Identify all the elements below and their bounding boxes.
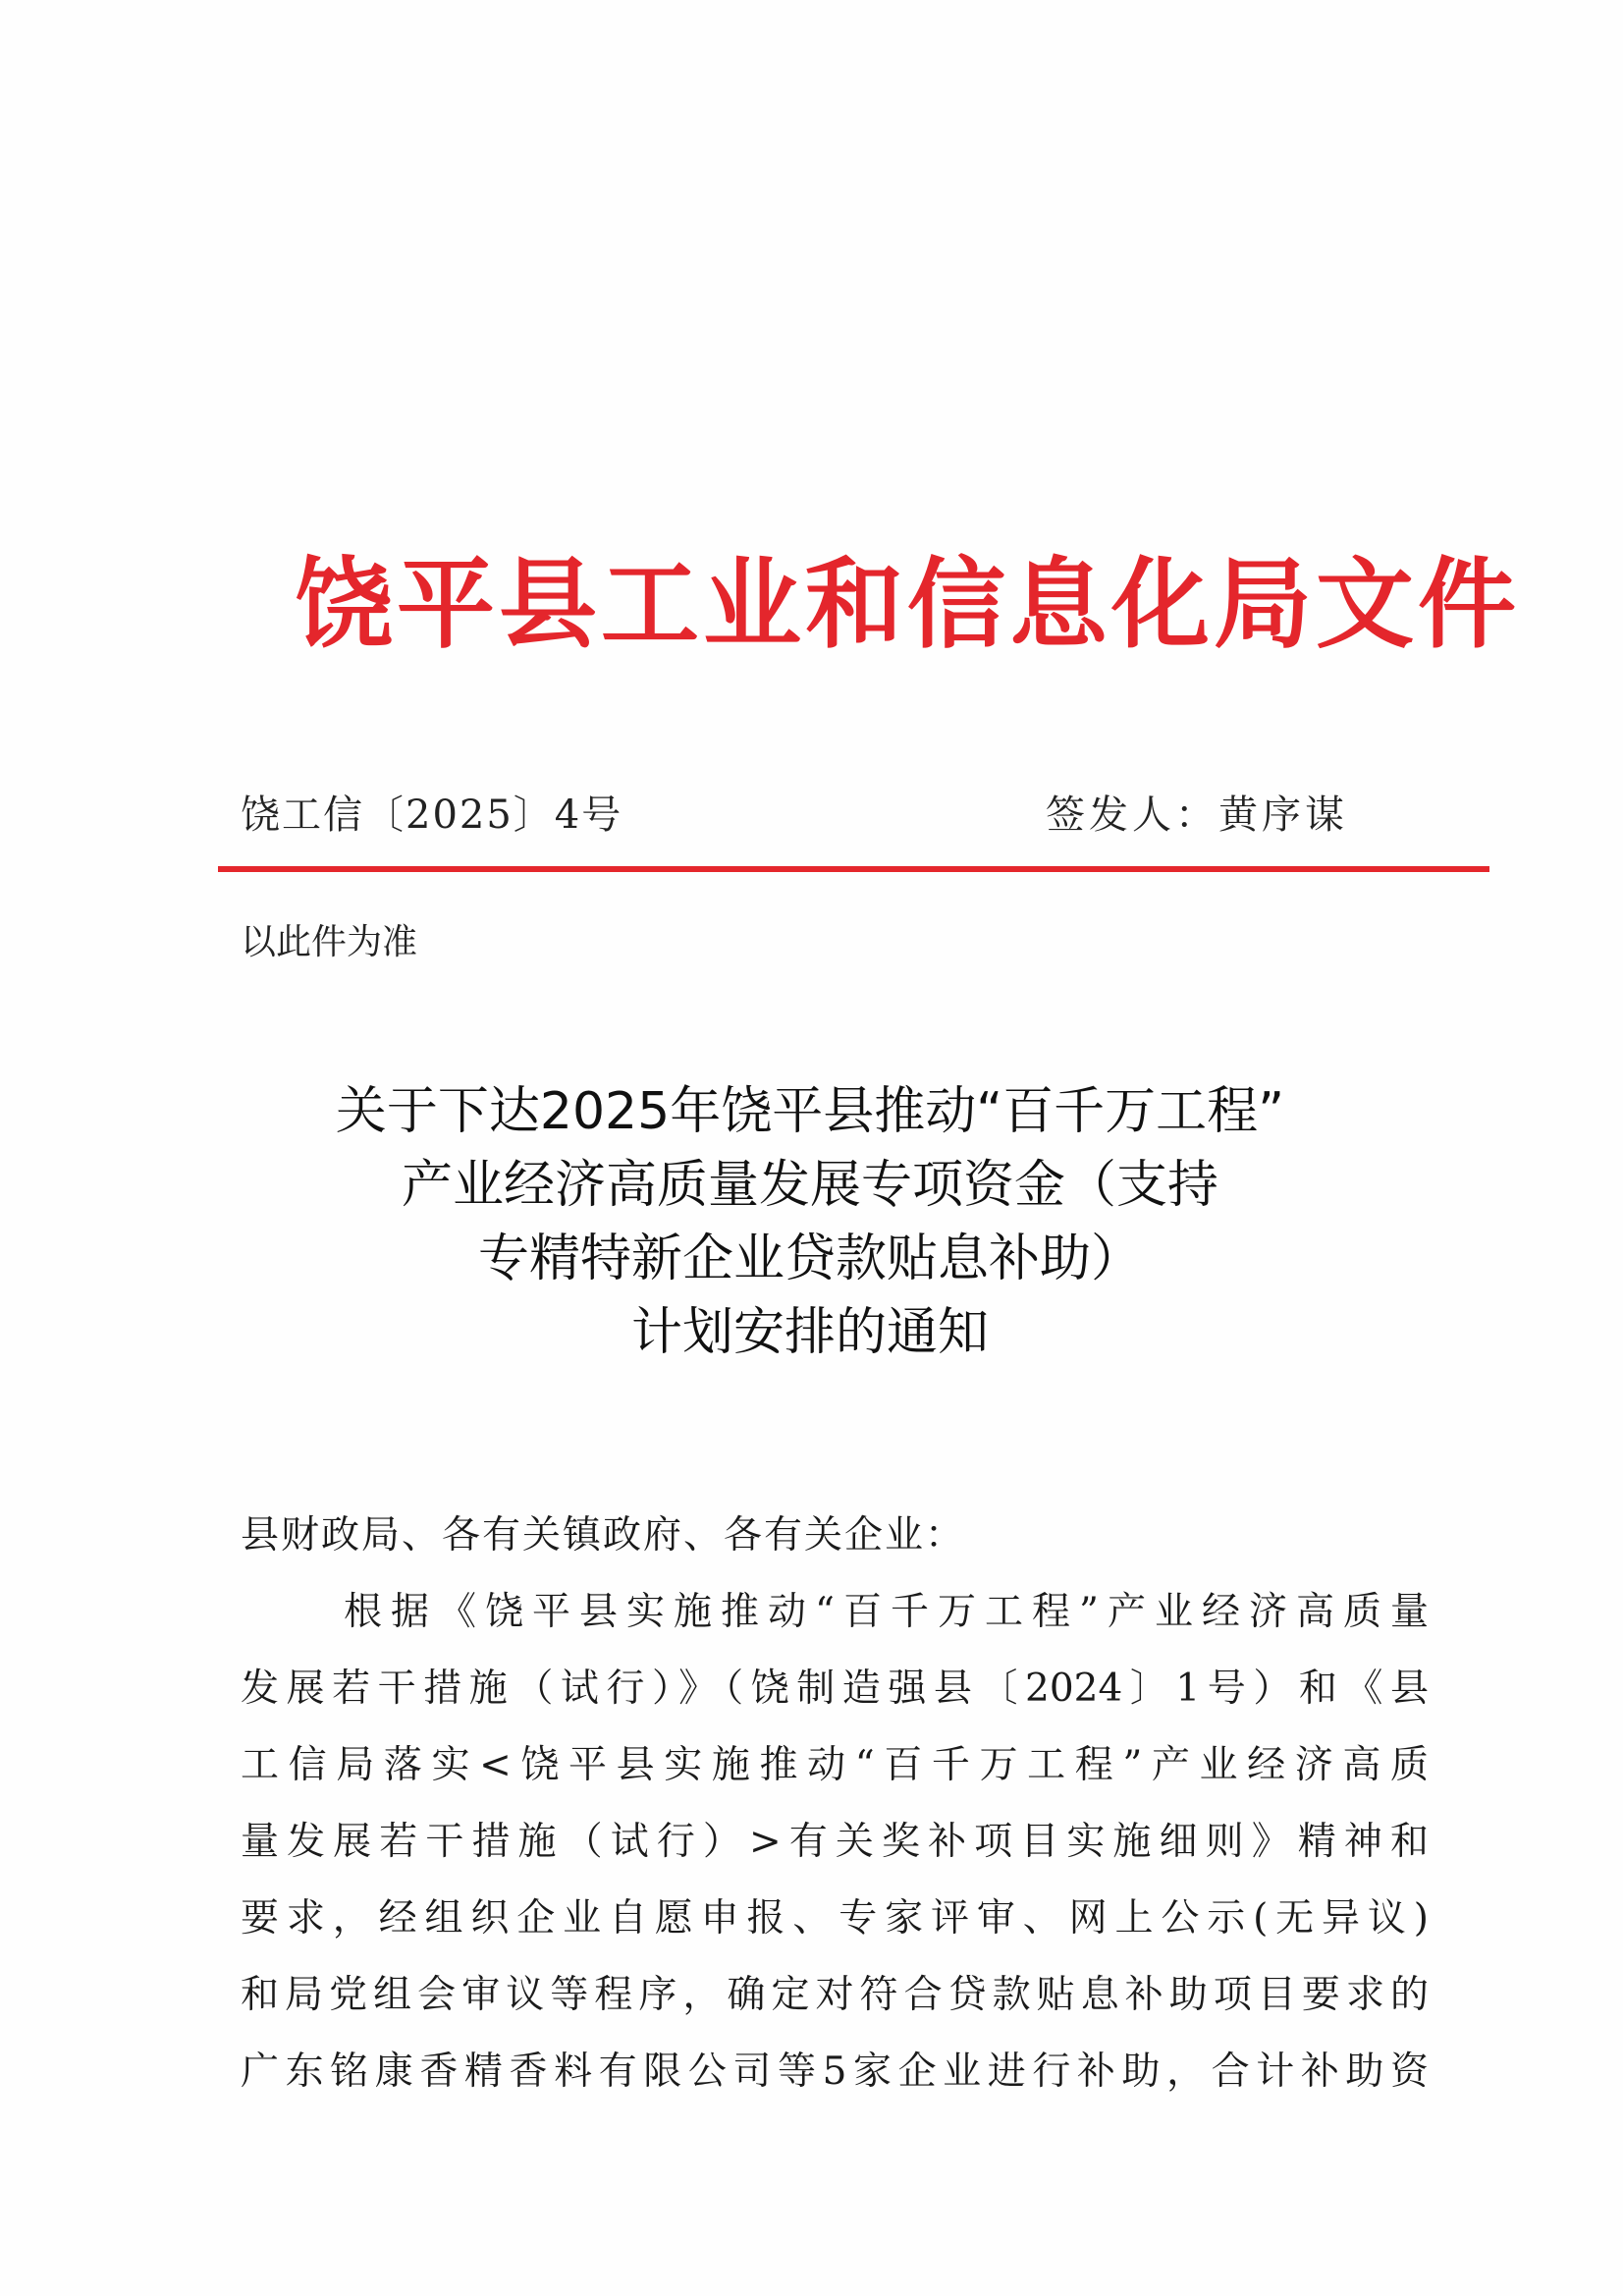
notice-title bbox=[196, 1075, 1424, 1370]
salutation: 县财政局、各有关镇政府、各有关企业： bbox=[241, 1513, 966, 1558]
paragraph-line: 量发展若干措施（试行）>有关奖补项目实施细则》精神和 bbox=[241, 1820, 1429, 1864]
paragraph-line: 发展若干措施（试行）》（饶制造强县〔2024〕1号）和《县 bbox=[241, 1667, 1429, 1711]
notice-body bbox=[241, 1498, 1429, 2110]
title-line: 计划安排的通知 bbox=[630, 1303, 989, 1362]
authority-note: 以此件为准 bbox=[241, 922, 418, 962]
document-number-line bbox=[241, 786, 1488, 845]
paragraph-line: 和局党组会审议等程序，确定对符合贷款贴息补助项目要求的 bbox=[241, 1973, 1429, 2017]
title-line: 关于下达2025年饶平县推动“百千万工程” bbox=[335, 1082, 1285, 1141]
signer: 签发人：黄序谋 bbox=[1046, 793, 1348, 838]
paragraph-line: 工信局落实<饶平县实施推动“百千万工程”产业经济高质 bbox=[241, 1743, 1429, 1787]
paragraph-line: 要求，经组织企业自愿申报、专家评审、网上公示(无异议) bbox=[241, 1896, 1429, 1941]
paragraph-line: 根据《饶平县实施推动“百千万工程”产业经济高质量 bbox=[344, 1590, 1429, 1634]
masthead-title: 饶平县工业和信息化局文件 bbox=[295, 546, 1520, 662]
document-number: 饶工信〔2025〕4号 bbox=[241, 793, 623, 838]
paragraph-line: 广东铭康香精香料有限公司等5家企业进行补助，合计补助资 bbox=[241, 2050, 1429, 2094]
red-divider-line bbox=[218, 866, 1489, 872]
title-line: 产业经济高质量发展专项资金（支持 bbox=[401, 1156, 1218, 1215]
title-line: 专精特新企业贷款贴息补助） bbox=[477, 1230, 1142, 1288]
